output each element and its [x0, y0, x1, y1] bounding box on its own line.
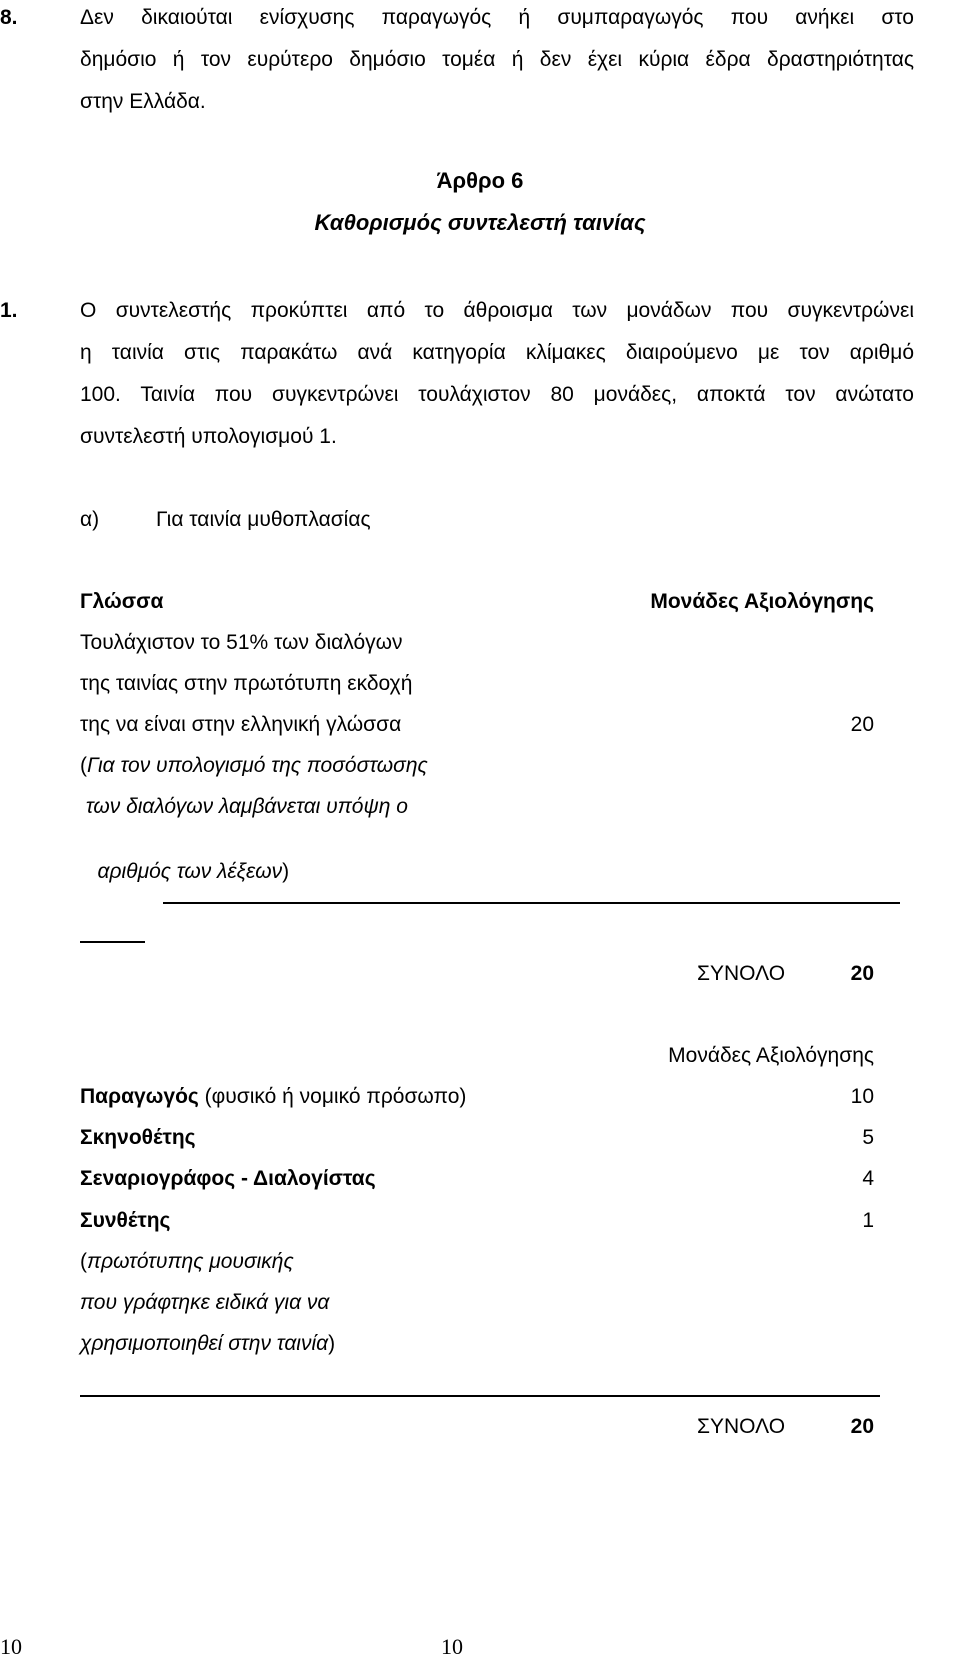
paragraph-line — [80, 6, 914, 30]
total-label: ΣΥΝΟΛΟ — [697, 1415, 786, 1438]
note-line: που γράφτηκε ειδικά για να — [80, 1291, 330, 1314]
criterion-line: της ταινίας στην πρωτότυπη εκδοχή — [80, 672, 413, 695]
note-line: των διαλόγων λαμβάνεται υπόψη ο — [80, 795, 408, 818]
paragraph-line: 100. Ταινία που συγκεντρώνει τουλάχιστον 80 μονάδες, αποκτά τον ανώτατο — [80, 383, 914, 406]
total-rule — [80, 1395, 880, 1397]
article-subtitle: Καθορισμός συντελεστή ταινίας — [314, 210, 646, 235]
column-header-points: Μονάδες Αξιολόγησης — [650, 590, 874, 613]
paragraph-line: η ταινία στις παρακάτω ανά κατηγορία κλίμακες διαιρούμενο με τον αριθμό — [80, 341, 914, 364]
note-open-paren: ( — [80, 1250, 87, 1273]
note-text: πρωτότυπης μουσικής — [87, 1250, 294, 1273]
role-points: 5 — [862, 1126, 874, 1149]
role-label: Συνθέτης — [80, 1209, 171, 1232]
paragraph-line: στην Ελλάδα. — [80, 90, 206, 113]
role-points: 1 — [862, 1209, 874, 1232]
role-points: 10 — [850, 1085, 874, 1108]
note-line — [80, 836, 289, 884]
note-line — [80, 754, 428, 778]
paragraph-line: συντελεστή υπολογισμού 1. — [80, 425, 337, 448]
short-rule — [80, 941, 145, 943]
criterion-line: της να είναι στην ελληνική γλώσσα — [80, 713, 402, 736]
role-label: Σκηνοθέτης — [80, 1126, 196, 1149]
column-header-points: Μονάδες Αξιολόγησης — [668, 1044, 874, 1067]
note-text: χρησιμοποιηθεί στην ταινία — [80, 1332, 329, 1355]
paragraph-line: Ο συντελεστής προκύπτει από το άθροισμα των μονάδων που συγκεντρώνει — [80, 299, 914, 322]
page-number-center: 10 — [441, 1634, 463, 1659]
item-number: 1. — [0, 299, 18, 322]
section-title: Για ταινία μυθοπλασίας — [156, 508, 371, 531]
section-marker: α) — [80, 508, 100, 531]
role-points: 4 — [862, 1167, 874, 1190]
criterion-points: 20 — [850, 713, 874, 736]
role-row — [80, 1085, 466, 1109]
text: Δεν δικαιούται ενίσχυσης παραγωγός ή συμπαραγωγός που ανήκει στο — [80, 6, 914, 29]
role-extra: (φυσικό ή νομικό πρόσωπο) — [198, 1085, 467, 1108]
note-text: αριθμός των λέξεων — [91, 860, 283, 883]
note-line — [80, 1332, 335, 1356]
note-line — [80, 1250, 294, 1274]
total-label: ΣΥΝΟΛΟ — [697, 962, 786, 985]
item-number: 8. — [0, 6, 18, 29]
role-label: Παραγωγός — [80, 1085, 199, 1108]
paragraph-line: δημόσιο ή τον ευρύτερο δημόσιο τομέα ή δεν έχει κύρια έδρα δραστηριότητας — [80, 48, 914, 71]
page-number-left: 10 — [0, 1634, 22, 1659]
note-open-paren: ( — [80, 754, 87, 777]
total-value: 20 — [850, 962, 874, 985]
total-rule — [163, 902, 900, 904]
total-value: 20 — [850, 1415, 874, 1438]
note-close-paren: ) — [282, 860, 290, 883]
note-text: Για τον υπολογισμό της ποσόστωσης — [87, 754, 428, 777]
column-header-language: Γλώσσα — [80, 590, 164, 613]
role-label: Σεναριογράφος - Διαλογίστας — [80, 1167, 376, 1190]
note-close-paren: ) — [328, 1332, 336, 1355]
article-title: Άρθρο 6 — [436, 168, 524, 193]
criterion-line: Τουλάχιστον το 51% των διαλόγων — [80, 631, 403, 654]
